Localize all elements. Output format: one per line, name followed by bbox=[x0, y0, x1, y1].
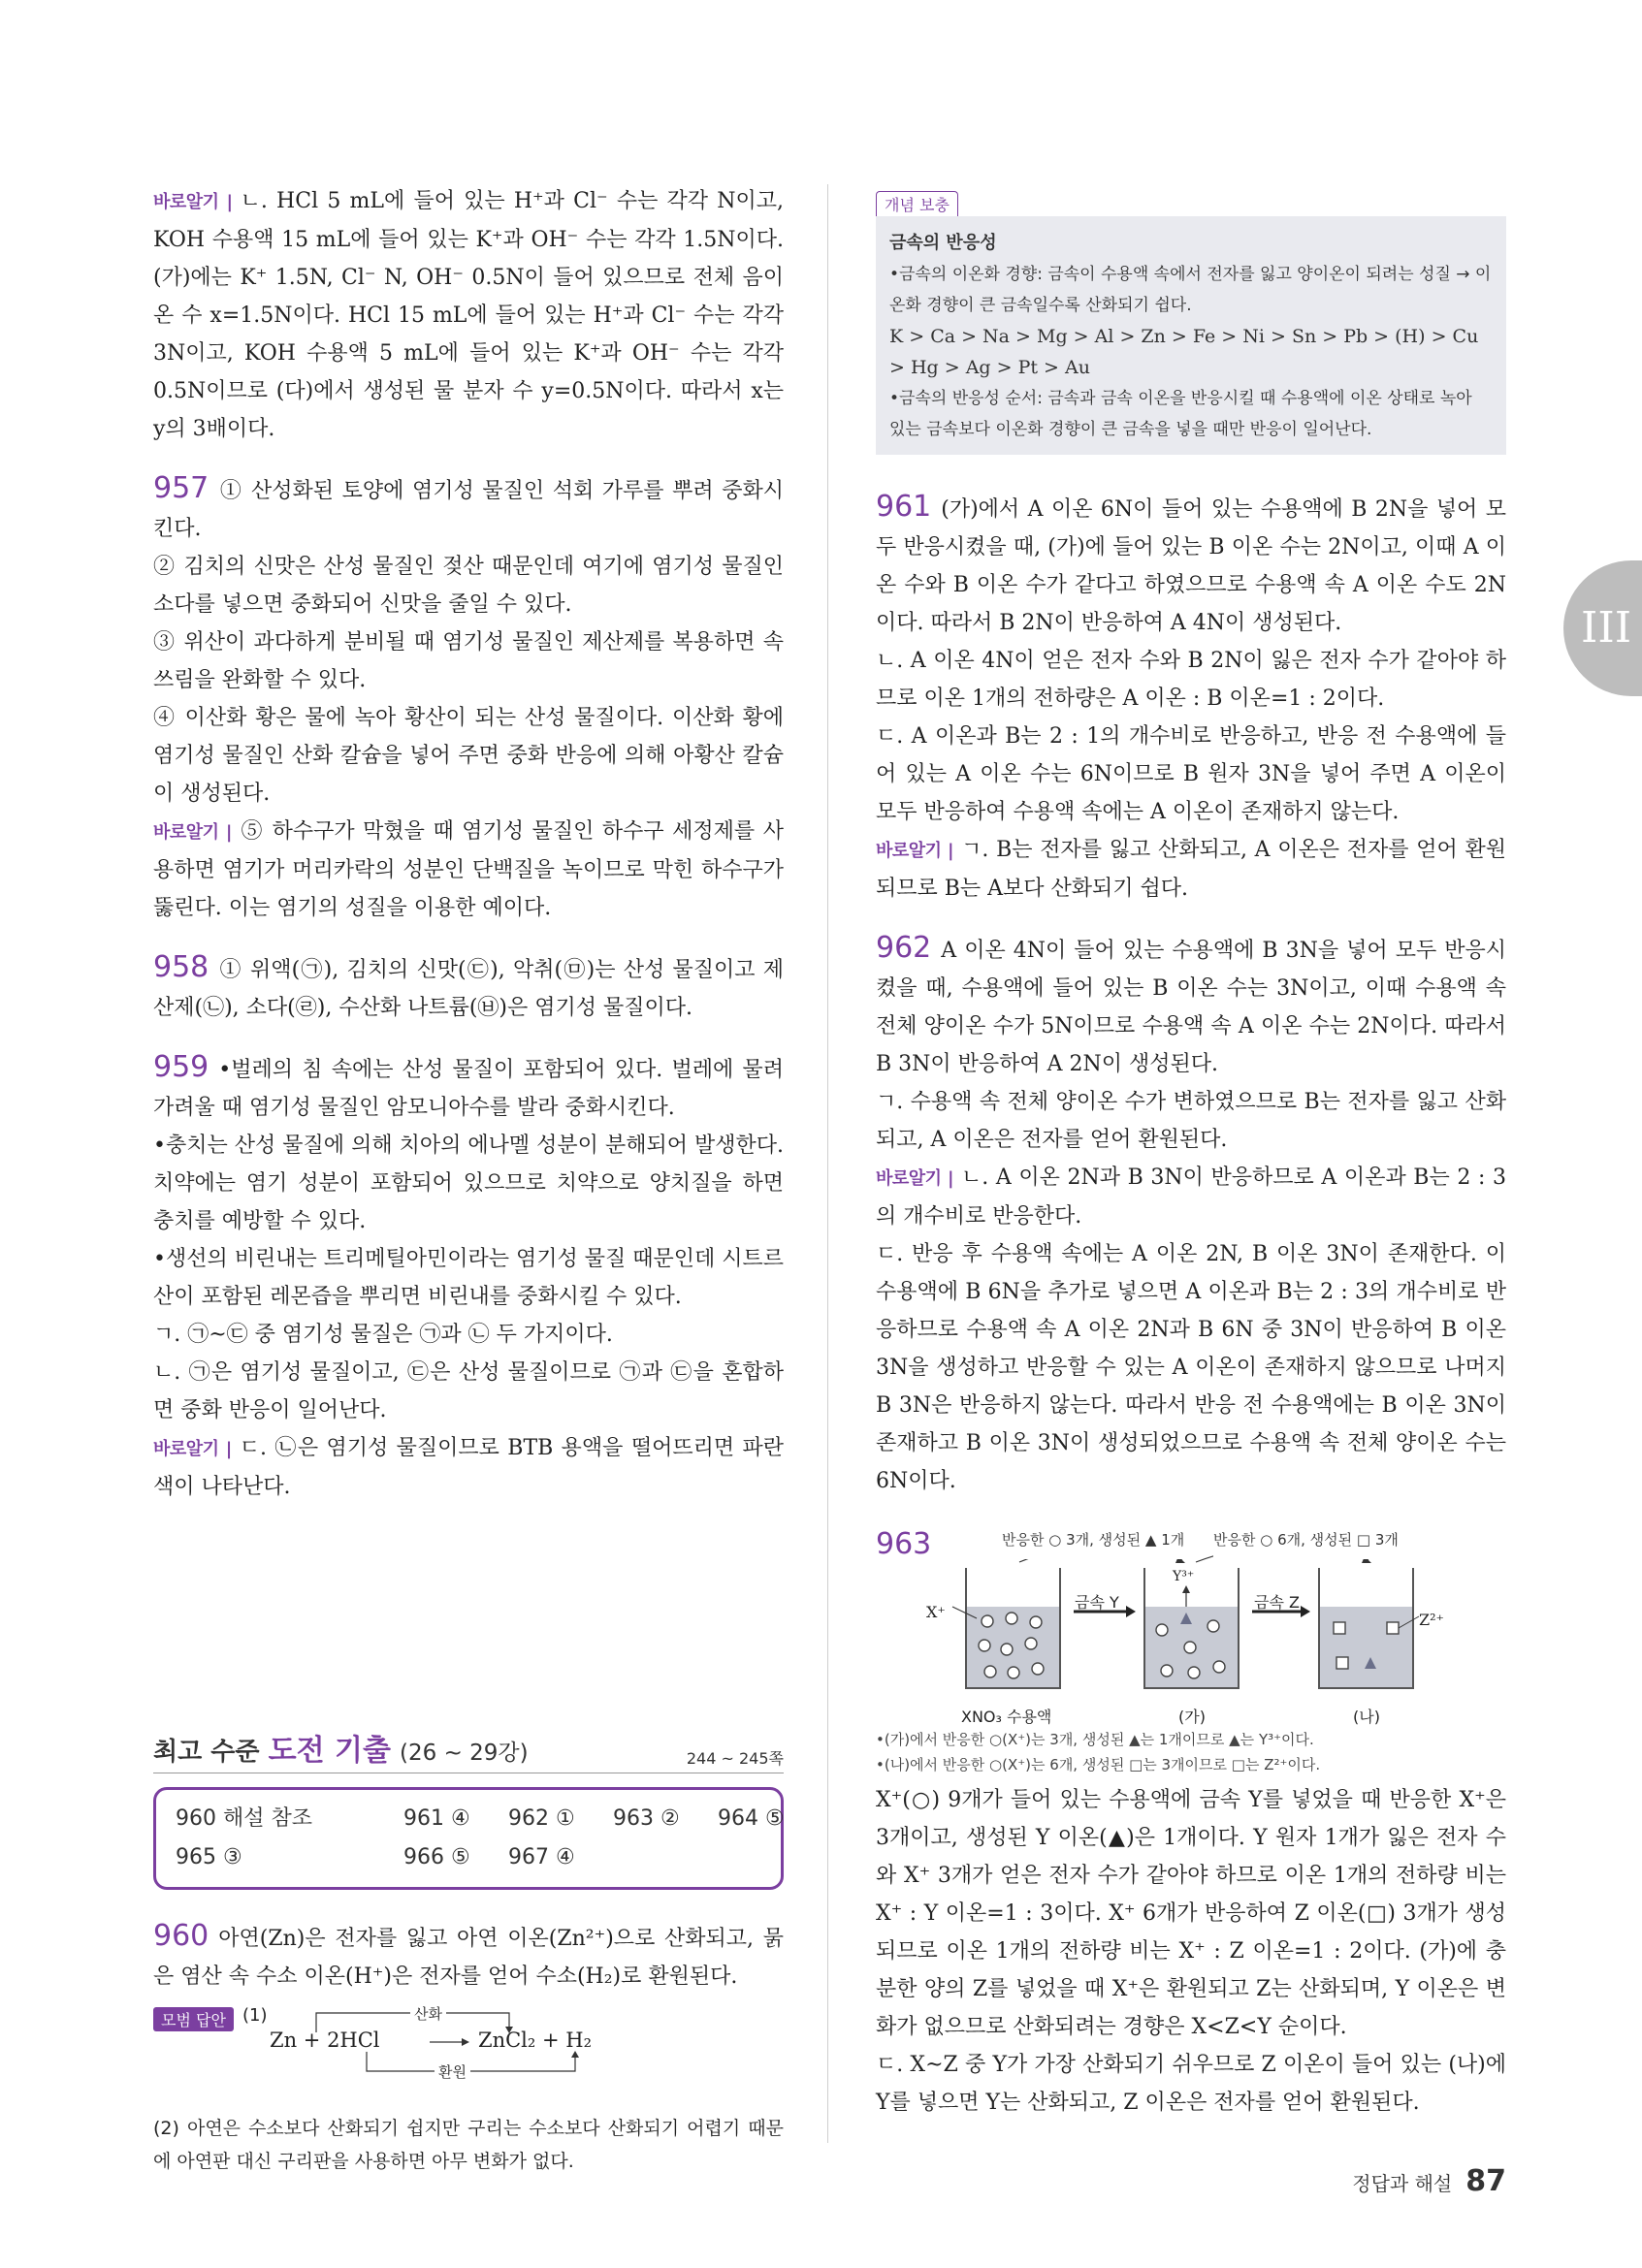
answer-961-fix: 바로알기 | ㄱ. B는 전자를 잃고 산화되고, A 이온은 전자를 얻어 환원되므로 B는 A보다 산화되기 쉽다. bbox=[876, 838, 1506, 901]
fix-label: 바로알기 | bbox=[153, 1439, 232, 1459]
fix-label: 바로알기 | bbox=[876, 1168, 954, 1189]
answer-957-2: ② 김치의 신맛은 산성 물질인 젖산 때문인데 여기에 염기성 물질인 소다를 넣으면 중화되어 신맛을 줄일 수 있다. bbox=[153, 555, 784, 617]
answer-959-4: ㄱ. ㉠~㉢ 중 염기성 물질은 ㉠과 ㉡ 두 가지이다. bbox=[153, 1323, 613, 1347]
footer-label: 정답과 해설 bbox=[1352, 2172, 1453, 2195]
fig-top-label-2: 반응한 ○ 6개, 생성된 □ 3개 bbox=[1213, 1521, 1399, 1559]
answer-959-fix: 바로알기 | ㄷ. ㉡은 염기성 물질이므로 BTB 용액을 떨어뜨리면 파란색이 나타난다. bbox=[153, 1436, 784, 1499]
answer-963: X⁺(○) 9개가 들어 있는 수용액에 금속 Y를 넣었을 때 반응한 X⁺은 3개이고, 생성된 Y 이온(▲)은 1개이다. Y 원자 1개가 잃은 전자 수와 X⁺ 3개가 얻은 전자 수가 같아야 하므로 이온 1개의 전하량 비는 X⁺ : Y 이온=1 : 3이다. X⁺ 6개가 반응하여 Z 이온(□) 3개가 생성되므로 이온 1개의 전하량 비는 X⁺ : Z 이온=1 : 2이다. (가)에 충분한 양의 Z를 넣었을 때 X⁺은 환원되고 Z는 산화되며, Y 이온은 변화가 없으므로 산화되려는 경향은 X<Z<Y 순이다. bbox=[876, 1788, 1506, 2039]
answer-key-box bbox=[153, 1787, 784, 1890]
metal-y-label: 금속 Y bbox=[1075, 1593, 1119, 1612]
challenge-pages: 244 ~ 245쪽 bbox=[686, 1749, 784, 1768]
question-number: 960 bbox=[153, 1919, 209, 1953]
answer-959-2: •충치는 산성 물질에 의해 치아의 에나멜 성분이 분해되어 발생한다. 치약에는 염기 성분이 포함되어 있으므로 치약으로 양치질을 하면 충치를 예방할 수 있다. bbox=[153, 1134, 784, 1233]
answer-963-2: ㄷ. X~Z 중 Y가 가장 산화되기 쉬우므로 Z 이온이 들어 있는 (나)에 Y를 넣으면 Y는 산화되고, Z 이온은 전자를 얻어 환원된다. bbox=[876, 2053, 1506, 2115]
beaker-2-label: (나) bbox=[1353, 1708, 1380, 1726]
question-number: 959 bbox=[153, 1050, 209, 1084]
redox-equation: 모범 답안 (1) 산화 환원 Zn + 2HCl ZnCl₂ + H₂ bbox=[153, 2003, 784, 2087]
left-column bbox=[153, 182, 784, 1506]
reactivity-series: K > Ca > Na > Mg > Al > Zn > Fe > Ni > Sn > Pb > (H) > Cu > Hg > Ag > Pt > Au bbox=[889, 326, 1479, 378]
answer-961-3: ㄷ. A 이온과 B는 2 : 1의 개수비로 반응하고, 반응 전 수용액에 들어 있는 A 이온 수는 6N이므로 B 원자 3N을 넣어 주면 A 이온이 모두 반응하여 수용액 속에는 A 이온이 존재하지 않는다. bbox=[876, 724, 1506, 824]
answer-960: 960 아연(Zn)은 전자를 잃고 아연 이온(Zn²⁺)으로 산화되고, 묽은 염산 속 수소 이온(H⁺)은 전자를 얻어 수소(H₂)로 환원된다. bbox=[153, 1919, 784, 1989]
fig-top-label-1: 반응한 ○ 3개, 생성된 ▲ 1개 bbox=[1002, 1521, 1184, 1559]
concept-box bbox=[876, 216, 1506, 455]
answer-key-item: 963 ② bbox=[613, 1806, 680, 1831]
x-ion-label: X⁺ bbox=[926, 1603, 946, 1621]
answer-960-2: (2) 아연은 수소보다 산화되기 쉽지만 구리는 수소보다 산화되기 어렵기 때문에 아연판 대신 구리판을 사용하면 아무 변화가 없다. bbox=[153, 2118, 784, 2172]
answer-962: 962 A 이온 4N이 들어 있는 수용액에 B 3N을 넣어 모두 반응시켰을 때, 수용액에 들어 있는 B 이온 수는 3N이고, 이때 수용액 속 전체 양이온 수가 5N이므로 수용액 속 A 이온 수는 2N이다. 따라서 B 3N이 반응하여 A 2N이 생성된다. bbox=[876, 931, 1506, 1076]
answer-key-item: 967 ④ bbox=[508, 1845, 575, 1869]
answer-key-item: 961 ④ bbox=[403, 1806, 470, 1831]
challenge-title: 최고 수준 도전 기출 (26 ~ 29강) bbox=[153, 1734, 529, 1768]
question-number: 958 bbox=[153, 950, 209, 984]
beaker-diagram bbox=[876, 1521, 1506, 1725]
answer-961-2: ㄴ. A 이온 4N이 얻은 전자 수와 B 2N이 잃은 전자 수가 같아야 하므로 이온 1개의 전하량은 A 이온 : B 이온=1 : 2이다. bbox=[876, 649, 1506, 711]
answer-key-item: 966 ⑤ bbox=[403, 1845, 470, 1869]
answer-962-fix: 바로알기 | ㄴ. A 이온 2N과 B 3N이 반응하므로 A 이온과 B는 2 : 3의 개수비로 반응한다. bbox=[876, 1166, 1506, 1229]
answer-962-2: ㄱ. 수용액 속 전체 양이온 수가 변하였으므로 B는 전자를 잃고 산화되고, A 이온은 전자를 얻어 환원된다. bbox=[876, 1090, 1506, 1152]
challenge-header bbox=[153, 1726, 784, 1773]
answer-962-3: ㄷ. 반응 후 수용액 속에는 A 이온 2N, B 이온 3N이 존재한다. 이 수용액에 B 6N을 추가로 넣으면 A 이온과 B는 2 : 3의 개수비로 반응하므로 수용액 속 A 이온 2N과 B 6N 중 3N이 반응하여 B 이온 3N을 생성하고 반응할 수 있는 A 이온이 존재하지 않으므로 나머지 B 3N은 반응하지 않는다. 따라서 반응 전 수용액에는 B 이온 3N이 존재하고 B 이온 3N이 생성되었으므로 수용액 속 전체 양이온 수는 6N이다. bbox=[876, 1242, 1506, 1493]
fix-label: 바로알기 | bbox=[153, 192, 233, 212]
answer-959: 959 •벌레의 침 속에는 산성 물질이 포함되어 있다. 벌레에 물려 가려울 때 염기성 물질인 암모니아수를 발라 중화시킨다. bbox=[153, 1050, 784, 1120]
z-ion-label: Z²⁺ bbox=[1419, 1611, 1444, 1629]
answer-961: 961 (가)에서 A 이온 6N이 들어 있는 수용액에 B 2N을 넣어 모두 반응시켰을 때, (가)에 들어 있는 B 이온 수는 2N이고, 이때 A 이온 수와 B 이온 수가 같다고 하였으므로 수용액 속 A 이온 수도 2N이다. 따라서 B 2N이 반응하여 A 4N이 생성된다. bbox=[876, 490, 1506, 635]
answer-957-fix: 바로알기 | ⑤ 하수구가 막혔을 때 염기성 물질인 하수구 세정제를 사용하면 염기가 머리카락의 성분인 단백질을 녹이므로 막힌 하수구가 뚫린다. 이는 염기의 성질을 이용한 예이다. bbox=[153, 819, 784, 920]
page-footer bbox=[1338, 2164, 1506, 2198]
concept-note bbox=[876, 191, 1506, 455]
question-number: 962 bbox=[876, 931, 932, 965]
answer-key-item: 964 ⑤ bbox=[718, 1806, 785, 1831]
answer-957: 957 ① 산성화된 토양에 염기성 물질인 석회 가루를 뿌려 중화시킨다. bbox=[153, 471, 784, 541]
answer-959-5: ㄴ. ㉠은 염기성 물질이고, ㉢은 산성 물질이므로 ㉠과 ㉢을 혼합하면 중화 반응이 일어난다. bbox=[153, 1360, 784, 1422]
model-answer-badge: 모범 답안 bbox=[153, 2007, 234, 2031]
answer-key-item: 960 해설 참조 bbox=[176, 1806, 312, 1831]
fix-label: 바로알기 | bbox=[153, 822, 232, 843]
answer-key-item: 962 ① bbox=[508, 1806, 575, 1831]
metal-z-label: 금속 Z bbox=[1254, 1593, 1300, 1612]
concept-bullet: •금속의 이온화 경향: 금속이 수용액 속에서 전자를 잃고 양이온이 되려는 성질 → 이온화 경향이 큰 금속일수록 산화되기 쉽다. bbox=[889, 265, 1492, 315]
answer-958: 958 ① 위액(㉠), 김치의 신맛(㉢), 악취(㉤)는 산성 물질이고 제산제(㉡), 소다(㉣), 수산화 나트륨(㉥)은 염기성 물질이다. bbox=[153, 950, 784, 1020]
fix-label: 바로알기 | bbox=[876, 841, 954, 861]
figure-caption-1: •(가)에서 반응한 ○(X⁺)는 3개, 생성된 ▲는 1개이므로 ▲는 Y³⁺이다. bbox=[876, 1731, 1314, 1748]
beaker-0-label: XNO₃ 수용액 bbox=[961, 1708, 1052, 1726]
question-number: 957 bbox=[153, 471, 209, 505]
beaker-figure-963 bbox=[876, 1521, 1506, 1725]
concept-title: 금속의 반응성 bbox=[889, 233, 997, 253]
answer-key-item: 965 ③ bbox=[176, 1845, 242, 1869]
chapter-tab: III bbox=[1563, 560, 1642, 696]
page-number: 87 bbox=[1465, 2164, 1506, 2198]
right-column bbox=[876, 488, 1506, 2122]
beaker-1-label: (가) bbox=[1178, 1708, 1206, 1726]
answer-959-3: •생선의 비린내는 트리메틸아민이라는 염기성 물질 때문인데 시트르산이 포함된 레몬즙을 뿌리면 비린내를 중화시킬 수 있다. bbox=[153, 1247, 784, 1309]
column-divider bbox=[827, 184, 828, 2143]
concept-tag: 개념 보충 bbox=[876, 191, 958, 216]
answer-955-fix: 바로알기 | ㄴ. HCl 5 mL에 들어 있는 H⁺과 Cl⁻ 수는 각각 N이고, KOH 수용액 15 mL에 들어 있는 K⁺과 OH⁻ 수는 각각 1.5N이다. (가)에는 K⁺ 1.5N, Cl⁻ N, OH⁻ 0.5N이 들어 있으므로 전체 음이온 수 x=1.5N이다. HCl 15 mL에 들어 있는 H⁺과 Cl⁻ 수는 각각 3N이고, KOH 수용액 5 mL에 들어 있는 K⁺과 OH⁻ 수는 각각 0.5N이므로 (다)에서 생성된 물 분자 수 y=0.5N이다. 따라서 x는 y의 3배이다. bbox=[153, 189, 784, 441]
answer-957-3: ③ 위산이 과다하게 분비될 때 염기성 물질인 제산제를 복용하면 속쓰림을 완화할 수 있다. bbox=[153, 630, 784, 692]
y-ion-label: Y³⁺ bbox=[1173, 1569, 1195, 1584]
question-number: 961 bbox=[876, 490, 932, 524]
figure-caption-2: •(나)에서 반응한 ○(X⁺)는 6개, 생성된 □는 3개이므로 □는 Z²⁺이다. bbox=[876, 1756, 1321, 1773]
answer-957-4: ④ 이산화 황은 물에 녹아 황산이 되는 산성 물질이다. 이산화 황에 염기성 물질인 산화 칼슘을 넣어 주면 중화 반응에 의해 아황산 칼슘이 생성된다. bbox=[153, 706, 784, 806]
challenge-section bbox=[153, 1726, 784, 2178]
question-number: 963 bbox=[876, 1527, 932, 1561]
concept-bullet: •금속의 반응성 순서: 금속과 금속 이온을 반응시킬 때 수용액에 이온 상태로 녹아 있는 금속보다 이온화 경향이 큰 금속을 넣을 때만 반응이 일어난다. bbox=[889, 389, 1472, 439]
